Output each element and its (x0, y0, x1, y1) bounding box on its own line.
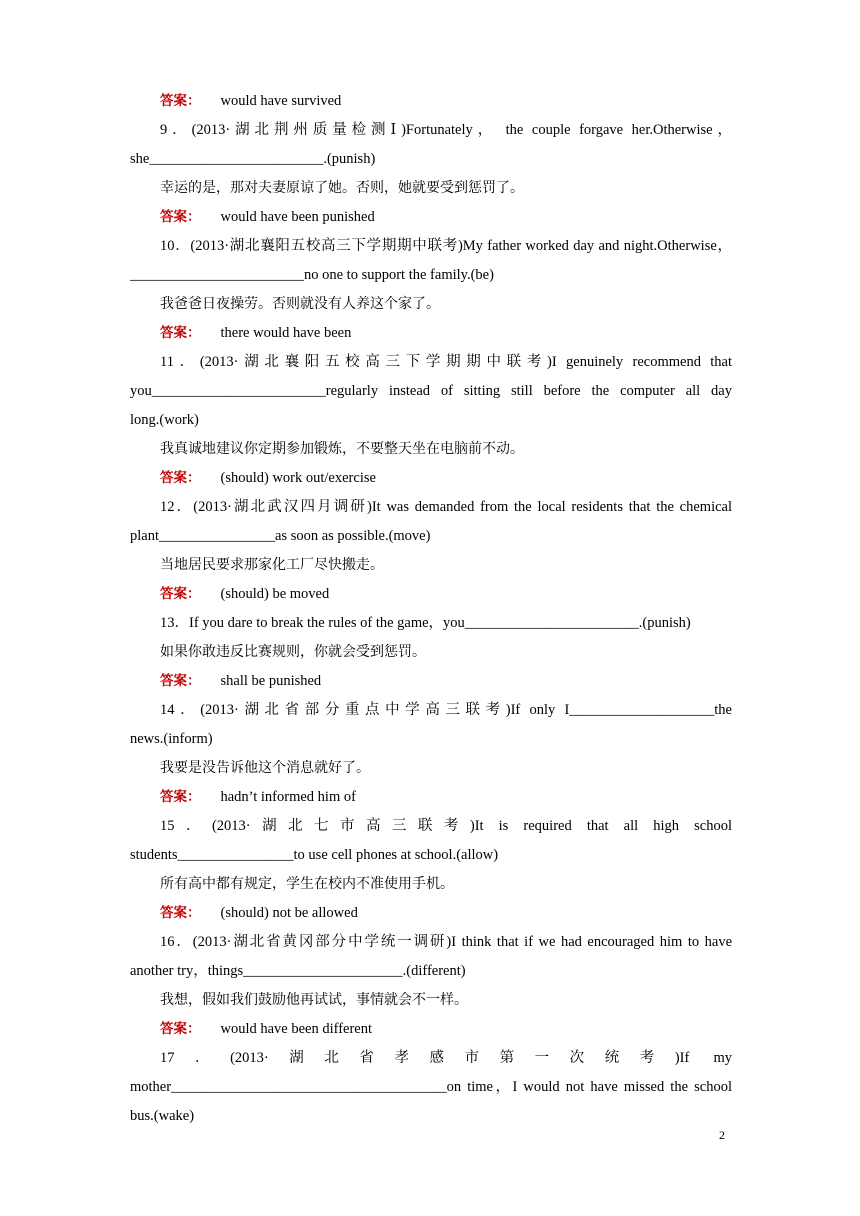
page-number: 2 (719, 1128, 725, 1142)
question-line (130, 522, 732, 551)
question-continuation: bus.(wake) (130, 1108, 195, 1124)
answer-label: 答案： (160, 789, 201, 805)
question-line (130, 348, 732, 377)
translation-line (130, 986, 732, 1015)
translation-line (130, 754, 732, 783)
answer-text: (should) work out/exercise (220, 470, 376, 486)
question-text: 11．(2013·湖北襄阳五校高三下学期期中联考)I genuinely recommend that (160, 354, 732, 370)
question-line (130, 1073, 732, 1102)
question-continuation: ________________________no one to support the family.(be) (130, 267, 494, 283)
question-line (130, 116, 732, 145)
translation-line (130, 174, 732, 203)
answer-text: (should) not be allowed (220, 905, 358, 921)
answer-text: there would have been (220, 325, 352, 341)
question-line (130, 812, 732, 841)
chinese-translation: 幸运的是，那对夫妻原谅了她。否则，她就要受到惩罚了。 (160, 180, 524, 196)
answer-label: 答案： (160, 470, 201, 486)
answer-text: would have been punished (220, 209, 375, 225)
question-line (130, 957, 732, 986)
translation-line (130, 638, 732, 667)
answer-line (130, 899, 732, 928)
answer-line (130, 203, 732, 232)
question-line (130, 696, 732, 725)
question-line (130, 232, 732, 261)
chinese-translation: 当地居民要求那家化工厂尽快搬走。 (160, 557, 384, 573)
question-line (130, 261, 732, 290)
answer-label: 答案： (160, 209, 201, 225)
chinese-translation: 如果你敢违反比赛规则，你就会受到惩罚。 (160, 644, 426, 660)
question-line (130, 725, 732, 754)
question-text: 14．(2013·湖北省部分重点中学高三联考)If only I____________________the (160, 702, 732, 718)
question-text: 13．If you dare to break the rules of the game，you________________________.(punish) (160, 615, 691, 631)
answer-label: 答案： (160, 1021, 201, 1037)
question-line (130, 145, 732, 174)
chinese-translation: 我真诚地建议你定期参加锻炼，不要整天坐在电脑前不动。 (160, 441, 524, 457)
question-text: 16．(2013·湖北省黄冈部分中学统一调研)I think that if we had encouraged him to have (160, 934, 732, 950)
answer-label: 答案： (160, 325, 201, 341)
question-continuation: another try，things______________________.(different) (130, 963, 466, 979)
answer-label: 答案： (160, 905, 201, 921)
answer-line (130, 1015, 732, 1044)
question-line (130, 406, 732, 435)
question-text: 9．(2013·湖北荆州质量检测Ⅰ)Fortunately， the couple forgave her.Otherwise， (160, 122, 732, 138)
question-line (130, 1044, 732, 1073)
question-line (130, 493, 732, 522)
question-line (130, 1102, 732, 1131)
question-continuation: plant________________as soon as possible.(move) (130, 528, 431, 544)
question-line (130, 928, 732, 957)
question-text: 10．(2013·湖北襄阳五校高三下学期期中联考)My father worked day and night.Otherwise， (160, 238, 732, 254)
question-continuation: students________________to use cell phones at school.(allow) (130, 847, 499, 863)
answer-line (130, 667, 732, 696)
answer-line (130, 87, 732, 116)
question-continuation: mother______________________________________on time，I would not have missed the school (130, 1079, 732, 1095)
chinese-translation: 我爸爸日夜操劳。否则就没有人养这个家了。 (160, 296, 440, 312)
chinese-translation: 我想，假如我们鼓励他再试试，事情就会不一样。 (160, 992, 468, 1008)
translation-line (130, 551, 732, 580)
question-continuation: you________________________regularly instead of sitting still before the computer all day (130, 383, 732, 399)
answer-text: would have been different (220, 1021, 373, 1037)
translation-line (130, 435, 732, 464)
answer-line (130, 783, 732, 812)
exercise-list (130, 87, 732, 1131)
question-text: 15．(2013·湖北七市高三联考)It is required that all high school (160, 818, 732, 834)
answer-label: 答案： (160, 586, 201, 602)
answer-label: 答案： (160, 93, 201, 109)
question-text: 17．(2013·湖北省孝感市第一次统考)If my (160, 1050, 732, 1066)
answer-text: would have survived (220, 93, 342, 109)
answer-text: (should) be moved (220, 586, 330, 602)
answer-label: 答案： (160, 673, 201, 689)
question-continuation: she________________________.(punish) (130, 151, 376, 167)
answer-text: hadn’t informed him of (220, 789, 356, 805)
chinese-translation: 所有高中都有规定，学生在校内不准使用手机。 (160, 876, 454, 892)
question-continuation: news.(inform) (130, 731, 213, 747)
question-line (130, 841, 732, 870)
question-line (130, 377, 732, 406)
answer-line (130, 464, 732, 493)
question-continuation: long.(work) (130, 412, 199, 428)
chinese-translation: 我要是没告诉他这个消息就好了。 (160, 760, 370, 776)
question-line (130, 609, 732, 638)
answer-line (130, 580, 732, 609)
translation-line (130, 290, 732, 319)
translation-line (130, 870, 732, 899)
answer-text: shall be punished (220, 673, 322, 689)
question-text: 12．(2013·湖北武汉四月调研)It was demanded from the local residents that the chemical (160, 499, 732, 515)
answer-line (130, 319, 732, 348)
